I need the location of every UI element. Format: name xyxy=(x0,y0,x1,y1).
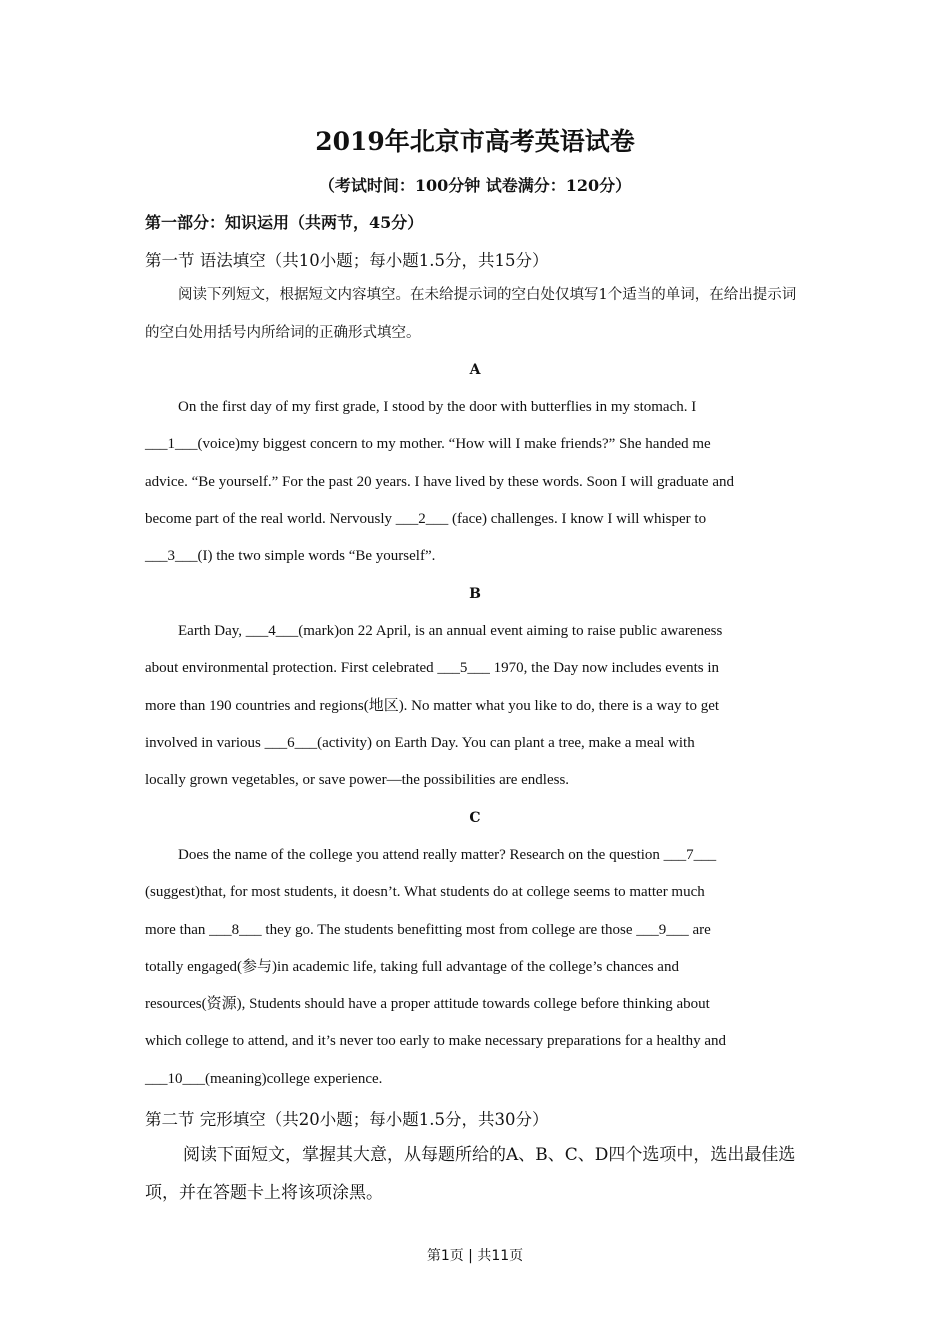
passage-line: more than ___8___ they go. The students benefitting most from college are those ___9___ are xyxy=(145,921,711,938)
exam-info: （考试时间：100分钟 试卷满分：120分） xyxy=(318,176,632,195)
passage-line: which college to attend, and it’s never too early to make necessary preparations for a healthy and xyxy=(145,1033,727,1050)
section-two-heading: 第二节 完形填空（共20小题；每小题1.5分，共30分） xyxy=(145,1110,549,1129)
passage-line: ___1___(voice)my biggest concern to my mother. “How will I make friends?” She handed me xyxy=(145,436,711,453)
passage-line: involved in various ___6___(activity) on Earth Day. You can plant a tree, make a meal with xyxy=(145,734,695,751)
passage-a xyxy=(145,389,810,575)
passage-line: (suggest)that, for most students, it doesn’t. What students do at college seems to matter much xyxy=(145,884,705,901)
passage-line: Does the name of the college you attend really matter? Research on the question ___7___ xyxy=(178,847,717,863)
passage-line: ___10___(meaning)college experience. xyxy=(145,1070,383,1087)
section-one-instructions: 阅读下列短文，根据短文内容填空。在未给提示词的空白处仅填写1个适当的单词，在给出提示词的空白处用括号内所给词的正确形式填空。 xyxy=(145,287,797,341)
section-two-instructions: 阅读下面短文，掌握其大意，从每题所给的A、B、C、D四个选项中，选出最佳选项，并在答题卡上将该项涂黑。 xyxy=(145,1145,796,1203)
passage-c-letter: C xyxy=(469,810,481,826)
page-title: 2019年北京市高考英语试卷 xyxy=(315,127,635,156)
passage-line: locally grown vegetables, or save power—the possibilities are endless. xyxy=(145,772,570,789)
page-footer: 第1页 | 共11页 xyxy=(426,1248,524,1264)
passage-a-letter: A xyxy=(469,362,481,378)
passage-b-letter: B xyxy=(469,586,481,602)
passage-line: become part of the real world. Nervously ___2___ (face) challenges. I know I will whisper to xyxy=(145,510,707,527)
passage-line: On the first day of my first grade, I stood by the door with butterflies in my stomach. I xyxy=(178,399,697,415)
passage-b xyxy=(145,613,810,799)
passage-line: about environmental protection. First celebrated ___5___ 1970, the Day now includes events in xyxy=(145,660,720,677)
passage-line: ___3___(I) the two simple words “Be yourself”. xyxy=(145,548,436,565)
passage-line: totally engaged(参与)in academic life, taking full advantage of the college’s chances and xyxy=(145,958,679,975)
passage-line: Earth Day, ___4___(mark)on 22 April, is an annual event aiming to raise public awareness xyxy=(178,623,723,639)
section-one-heading: 第一节 语法填空（共10小题；每小题1.5分，共15分） xyxy=(145,251,549,270)
part-one-heading: 第一部分：知识运用（共两节，45分） xyxy=(145,213,424,232)
passage-line: more than 190 countries and regions(地区). No matter what you like to do, there is a way to get xyxy=(145,697,720,714)
passage-line: advice. “Be yourself.” For the past 20 years. I have lived by these words. Soon I will graduate and xyxy=(145,473,734,490)
passage-c xyxy=(145,837,810,1098)
passage-line: resources(资源), Students should have a proper attitude towards college before thinking about xyxy=(145,996,710,1013)
